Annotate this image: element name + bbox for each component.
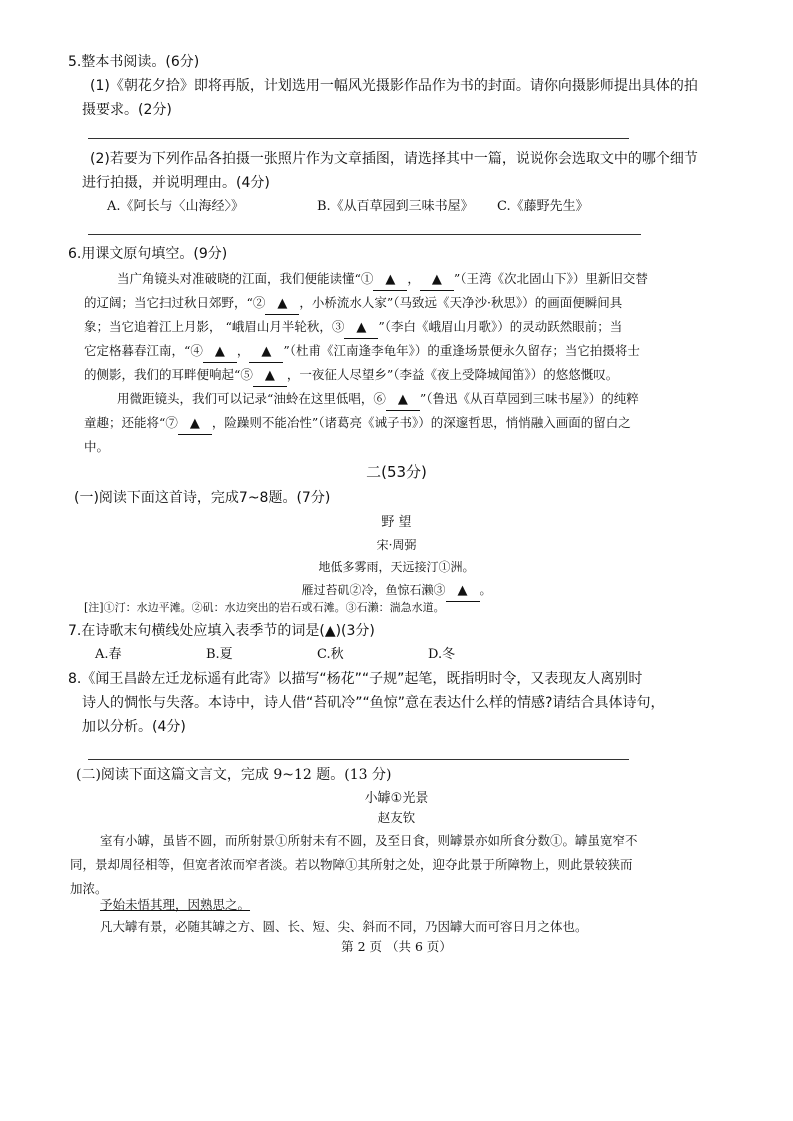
q5-option-a: A.《阿长与〈山海经〉》 bbox=[107, 199, 245, 214]
q7-option-d: D.冬 bbox=[428, 647, 456, 662]
essay-p2-underlined: 予始未悟其理，因熟思之。 bbox=[100, 897, 251, 912]
fill-blank: ▲ bbox=[373, 270, 407, 291]
fill-blank: ▲ bbox=[265, 294, 299, 315]
q7-option-c: C.秋 bbox=[317, 647, 344, 662]
poem-note: [注]①汀：水边平滩。②矶：水边突出的岩石或石滩。③石濑：湍急水道。 bbox=[84, 601, 445, 614]
q6-para1-line2: 的辽阔；当它扫过秋日郊野，“② ▲ ，小桥流水人家”（马致远《天净沙·秋思》）的画面便瞬间具 bbox=[84, 293, 622, 315]
poem-title: 野 望 bbox=[381, 515, 412, 530]
answer-line bbox=[88, 759, 629, 760]
fill-blank: ▲ bbox=[203, 342, 237, 363]
q7-option-a: A.春 bbox=[95, 647, 122, 662]
q5-part2-line1: (2)若要为下列作品各拍摄一张照片作为文章插图，请选择其中一篇，说说你会选取文中的哪个细节 bbox=[90, 151, 698, 167]
poem-line-1: 地低多雾雨，天远接汀①洲。 bbox=[318, 560, 475, 574]
fill-blank: ▲ bbox=[386, 390, 420, 411]
fill-blank: ▲ bbox=[253, 366, 287, 387]
q5-part2-line2: 进行拍摄，并说明理由。(4分) bbox=[82, 175, 270, 191]
q6-para1-line3: 象；当它追着江上月影， “峨眉山月半轮秋，③ ▲ ”（李白《峨眉山月歌》）的灵动跃然眼前；当 bbox=[84, 317, 622, 339]
poem-line-2: 雁过苔矶②冷，鱼惊石濑③ ▲ 。 bbox=[0, 580, 793, 602]
q7-option-b: B.夏 bbox=[206, 647, 233, 662]
essay-p1-line3: 加浓。 bbox=[70, 881, 108, 896]
fill-blank: ▲ bbox=[420, 270, 454, 291]
q6-para1-line5: 的侧影，我们的耳畔便响起“⑤ ▲ ，一夜征人尽望乡”（李益《夜上受降城闻笛》）的悠悠慨叹。 bbox=[84, 365, 618, 387]
fill-blank: ▲ bbox=[446, 581, 480, 602]
section-heading: 二(53分) bbox=[366, 463, 427, 481]
essay-p3: 凡大罅有景，必随其罅之方、圆、长、短、尖、斜而不同，乃因罅大而可容日月之体也。 bbox=[100, 919, 588, 934]
q6-para1-line1: 当广角镜头对准破晓的江面，我们便能读懂“① ▲ ， ▲ ”（王湾《次北固山下》）里新旧交替 bbox=[117, 269, 648, 291]
q6-para2-line3: 中。 bbox=[84, 439, 110, 454]
q6-para2-line2: 童趣；还能将“⑦ ▲ ，险躁则不能冶性”（诸葛亮《诫子书》）的深邃哲思，悄悄融入画面的留白之 bbox=[84, 413, 631, 435]
essay-title: 小罅①光景 bbox=[364, 791, 429, 806]
essay-author: 赵友钦 bbox=[377, 810, 416, 825]
q8-line2: 诗人的惆怅与失落。本诗中，诗人借“苔矶冷”“鱼惊”意在表达什么样的情感?请结合具体诗句， bbox=[82, 695, 665, 711]
q6-title: 6.用课文原句填空。(9分) bbox=[68, 246, 228, 262]
fill-blank: ▲ bbox=[249, 342, 283, 363]
q5-option-c: C.《藤野先生》 bbox=[497, 199, 589, 214]
part2-intro: (二)阅读下面这篇文言文，完成 9~12 题。(13 分) bbox=[76, 767, 392, 783]
essay-p1-line1: 室有小罅，虽皆不圆，而所射景①所射未有不圆，及至日食，则罅景亦如所食分数①。罅虽宽窄不 bbox=[100, 833, 638, 848]
answer-line bbox=[88, 138, 629, 139]
q6-para2-line1: 用微距镜头，我们可以记录“油蛉在这里低唱，⑥ ▲ ”（鲁迅《从百草园到三味书屋》）的纯粹 bbox=[117, 389, 639, 411]
q6-para1-line4: 它定格暮春江南，“④ ▲ ， ▲ ”（杜甫《江南逢李龟年》）的重逢场景便永久留存；当它拍摄将士 bbox=[84, 341, 640, 363]
q5-title: 5.整本书阅读。(6分) bbox=[68, 54, 200, 70]
poem-author: 宋·周弼 bbox=[376, 538, 417, 552]
q5-part1-line2: 摄要求。(2分) bbox=[82, 102, 172, 118]
answer-line bbox=[88, 234, 641, 235]
q5-part1-line1: (1)《朝花夕拾》即将再版，计划选用一幅风光摄影作品作为书的封面。请你向摄影师提出具体的拍 bbox=[90, 78, 698, 94]
q5-option-b: B.《从百草园到三味书屋》 bbox=[317, 199, 474, 214]
q8-line3: 加以分析。(4分) bbox=[82, 719, 186, 735]
part1-intro: (一)阅读下面这首诗，完成7~8题。(7分) bbox=[74, 490, 331, 506]
fill-blank: ▲ bbox=[344, 318, 378, 339]
essay-p1-line2: 同，景却周径相等，但宽者浓而窄者淡。若以物障①其所射之处，迎夺此景于所障物上，则此景较狭而 bbox=[70, 857, 633, 872]
q7-stem: 7.在诗歌末句横线处应填入表季节的词是(▲)(3分) bbox=[68, 623, 375, 639]
fill-blank: ▲ bbox=[178, 414, 212, 435]
page-footer: 第 2 页 （共 6 页） bbox=[341, 939, 452, 954]
q8-line1: 8.《闻王昌龄左迁龙标遥有此寄》以描写“杨花”“子规”起笔，既指明时令，又表现友人离别时 bbox=[68, 671, 643, 687]
